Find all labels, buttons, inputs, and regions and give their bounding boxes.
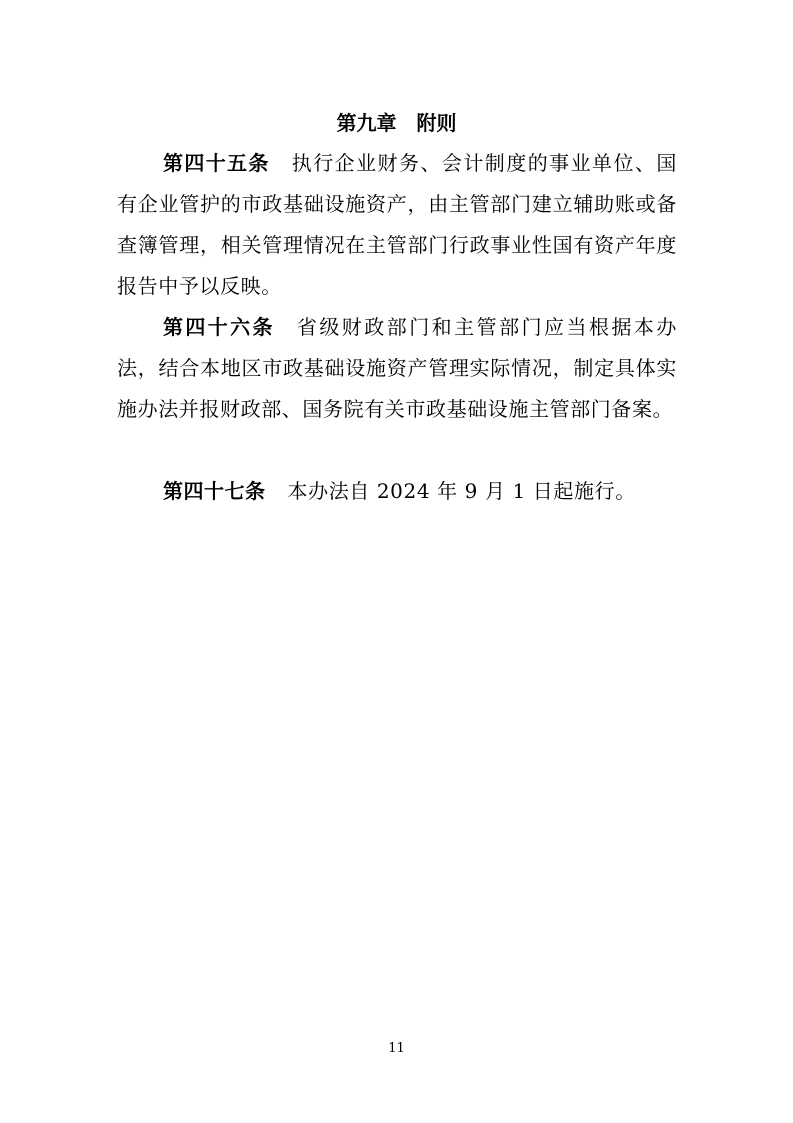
article-45	[117, 143, 677, 307]
article-text: 本办法自 2024 年 9 月 1 日起施行。	[287, 479, 636, 503]
article-text: 执行企业财务、会计制度的事业单位、国有企业管护的市政基础设施资产，由主管部门建立辅助账或备查簿管理，相关管理情况在主管部门行政事业性国有资产年度报告中予以反映。	[117, 151, 677, 298]
chapter-title: 第九章 附则	[336, 111, 457, 135]
page-number: 11	[388, 1041, 405, 1056]
article-47	[117, 471, 677, 512]
article-46	[117, 307, 677, 430]
article-number: 第四十五条	[163, 151, 270, 175]
article-text: 省级财政部门和主管部门应当根据本办法，结合本地区市政基础设施资产管理实际情况，制定具体实施办法并报财政部、国务院有关市政基础设施主管部门备案。	[117, 315, 677, 421]
article-number: 第四十六条	[163, 315, 275, 339]
article-number: 第四十七条	[163, 479, 266, 503]
